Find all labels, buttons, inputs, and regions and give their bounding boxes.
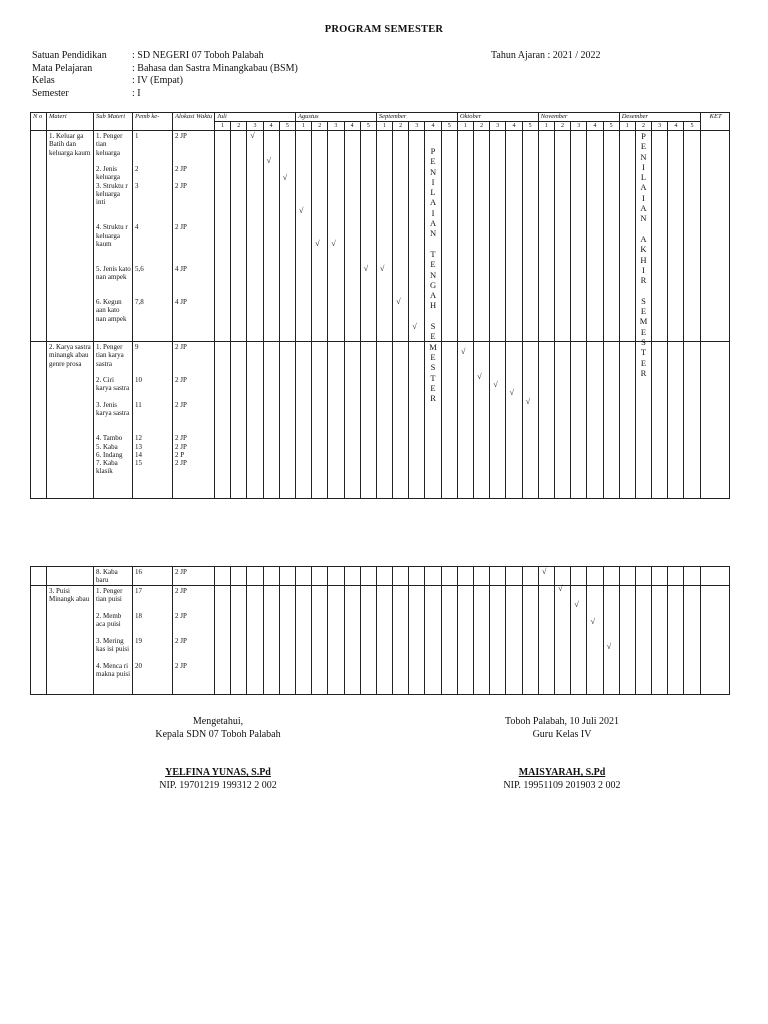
alokasi-text: 2 JP [175,611,187,620]
header-sub-materi: Sub Materi [94,113,133,131]
alokasi-text: 4 JP [175,298,187,306]
week-cell [490,567,506,586]
pemb-number: 16 [135,568,142,576]
header-week: 4 [587,122,603,131]
header-week: 2 [393,122,409,131]
week-cell [295,131,311,342]
week-cell [474,131,490,342]
header-week: 4 [668,122,684,131]
pemb-cell [133,342,173,499]
week-cell [668,567,684,586]
identity-label: Mata Pelajaran [32,62,93,74]
sub-materi-cell [94,567,133,586]
week-cell [441,342,457,499]
header-week: 5 [441,122,457,131]
check-mark: √ [461,346,466,356]
header-week: 4 [263,122,279,131]
pemb-number: 2 [135,165,139,174]
header-week: 2 [635,122,651,131]
week-cell [344,567,360,586]
signature-left-nip: NIP. 19701219 199312 2 002 [159,779,277,791]
pts-vertical-text: P E N I L A I A N T E N G A H S E M E S T E R [429,146,437,404]
ket-cell [700,342,729,499]
week-cell [571,342,587,499]
week-cell [603,131,619,342]
week-cell [393,342,409,499]
signature-right [462,716,662,792]
header-week: 5 [360,122,376,131]
pemb-number: 20 [135,661,142,670]
week-cell [619,131,635,342]
week-cell [295,586,311,695]
week-cell [360,131,376,342]
header-week: 3 [490,122,506,131]
week-cell [295,567,311,586]
sub-materi-text: 1. Penger tian puisi [96,587,123,604]
header-week: 2 [474,122,490,131]
no-cell [31,131,47,342]
sub-materi-text: 1. Penger tian karya sastra [96,343,124,368]
header-ket: KET [700,113,729,131]
header-week: 4 [344,122,360,131]
week-cell [571,131,587,342]
pas-vertical-text: P E N I L A I A N A K H I R S E M E S T E R [639,131,648,378]
alokasi-text: 2 JP [175,459,187,468]
check-mark: √ [493,380,498,389]
week-cell [474,342,490,499]
week-cell [652,131,668,342]
header-row [31,113,730,122]
identity-value: : SD NEGERI 07 Toboh Palabah [132,50,264,61]
signature-left [118,716,318,792]
header-pemb: Pemb ke- [133,113,173,131]
week-cell [474,586,490,695]
check-mark: √ [574,600,579,610]
week-cell [457,567,473,586]
week-cell [247,131,263,342]
week-cell [263,131,279,342]
week-cell [393,131,409,342]
week-cell [231,586,247,695]
week-cell [538,586,554,695]
week-cell [490,131,506,342]
sub-materi-text: 2. Jenis keluarga [96,165,120,182]
pemb-number: 15 [135,459,142,468]
week-cell [247,586,263,695]
week-cell [587,567,603,586]
pemb-number: 14 [135,450,142,459]
alokasi-text: 2 JP [175,434,187,443]
week-cell [603,342,619,499]
no-cell [31,586,47,695]
check-mark: √ [282,172,288,182]
header-alokasi: Alokasi Waktu [173,113,215,131]
alokasi-text: 2 JP [175,401,187,410]
header-week: 1 [619,122,635,131]
week-cell [474,567,490,586]
week-cell [312,131,328,342]
week-cell [215,131,231,342]
ket-cell [700,586,729,695]
week-cell [393,586,409,695]
pemb-number: 11 [135,401,142,410]
week-cell [652,567,668,586]
sub-materi-text: 2. Ciri karya sastra [96,376,130,393]
alokasi-cell [173,342,215,499]
week-cell [668,131,684,342]
week-cell [441,567,457,586]
week-cell [231,131,247,342]
identity-row [32,75,298,88]
check-mark: √ [363,263,369,273]
header-materi: Materi [47,113,94,131]
week-cell [619,567,635,586]
header-no: N o [31,113,47,131]
alokasi-text: 2 JP [175,636,187,645]
header-month: Agustus [295,113,376,122]
week-cell [409,131,425,342]
header-month: Oktober [457,113,538,122]
sub-materi-text: 4. Menca ri makna puisi [96,661,131,678]
pemb-number: 4 [135,223,139,232]
week-cell [328,586,344,695]
identity-row [32,88,298,101]
alokasi-text: 2 JP [175,442,187,451]
check-mark: √ [606,641,612,651]
sub-materi-text: 3. Jenis karya sastra [96,401,130,418]
header-month: Juli [215,113,296,122]
identity-label: Satuan Pendidikan [32,50,107,61]
materi-row [31,342,730,499]
signature-left-line2: Kepala SDN 07 Toboh Palabah [155,728,281,740]
alokasi-cell [173,586,215,695]
header-week: 3 [328,122,344,131]
header-month: November [538,113,619,122]
materi-row [31,586,730,695]
week-cell [231,567,247,586]
materi-row [31,567,730,586]
week-cell [506,567,522,586]
signature-right-name: MAISYARAH, S.Pd [518,767,606,779]
header-week: 5 [603,122,619,131]
sub-materi-text: 4. Tambo [96,434,123,443]
sub-materi-text: 3. Struktu r keluarga inti [96,181,128,207]
sub-materi-text: 3. Mering kas isi puisi [96,636,130,654]
academic-year: Tahun Ajaran : 2021 / 2022 [491,50,601,61]
week-cell [652,586,668,695]
check-mark: √ [525,396,531,406]
sub-materi-text: 6. Kegun aan kato nan ampek [96,298,127,323]
week-cell [684,586,700,695]
check-mark: √ [542,567,547,576]
pemb-number: 19 [135,636,142,645]
identity-label: Semester [32,87,69,99]
sub-materi-cell [94,342,133,499]
week-cell [457,131,473,342]
week-cell [312,586,328,695]
alokasi-text: 2 JP [175,343,187,351]
pemb-cell [133,131,173,342]
sub-materi-text: 1. Penger tian keluarga [96,132,123,157]
week-cell [344,342,360,499]
week-cell [506,586,522,695]
header-week: 2 [231,122,247,131]
pemb-number: 18 [135,611,142,620]
week-cell [393,567,409,586]
week-cell [490,586,506,695]
week-cell [360,586,376,695]
week-cell [215,586,231,695]
week-cell [231,342,247,499]
sub-materi-cell [94,586,133,695]
week-cell [619,586,635,695]
week-cell [603,586,619,695]
week-cell [603,567,619,586]
alokasi-text: 2 JP [175,181,187,190]
week-cell [522,586,538,695]
header-week: 3 [652,122,668,131]
pemb-number: 13 [135,442,142,451]
week-cell [295,342,311,499]
week-cell [247,567,263,586]
header-month: Desember [619,113,700,122]
sub-materi-text: 5. Jenis kato nan ampek [96,264,131,282]
sub-materi-text: 4. Struktu r keluarga kaum [96,223,128,248]
ket-cell [700,567,729,586]
alokasi-text: 2 JP [175,568,187,576]
header-week: 2 [554,122,570,131]
alokasi-text: 2 P [175,450,185,459]
header-week: 1 [538,122,554,131]
pemb-number: 5,6 [135,264,144,273]
week-cell [409,567,425,586]
signature-left-name: YELFINA YUNAS, S.Pd [165,767,271,779]
materi-cell [47,567,94,586]
sub-materi-text: 7. Kaba klasik [96,459,118,476]
week-cell [538,131,554,342]
sub-materi-text: 8. Kaba baru [96,568,118,585]
header-week: 5 [522,122,538,131]
header-week: 3 [247,122,263,131]
week-cell [263,586,279,695]
pemb-number: 10 [135,376,142,385]
week-cell [441,586,457,695]
materi-row [31,131,730,342]
materi-cell: 2. Karya sastra minangk abau genre prosa [47,342,94,499]
week-cell [376,586,392,695]
alokasi-text: 2 JP [175,376,187,385]
check-mark: √ [299,205,304,215]
check-mark: √ [590,616,595,626]
week-cell [635,567,651,586]
pemb-cell [133,567,173,586]
week-cell [684,567,700,586]
no-cell [31,342,47,499]
pemb-number: 3 [135,181,139,190]
week-cell [506,131,522,342]
week-cell [684,342,700,499]
week-cell [457,342,473,499]
header-week: 4 [425,122,441,131]
header-week: 1 [457,122,473,131]
header-week: 1 [376,122,392,131]
alokasi-text: 2 JP [175,661,187,670]
header-week: 1 [295,122,311,131]
check-mark: √ [396,297,401,306]
week-cell [506,342,522,499]
week-cell [554,567,570,586]
header-month: September [376,113,457,122]
pemb-number: 12 [135,434,142,443]
week-cell [328,131,344,342]
ket-cell [700,131,729,342]
week-cell [635,586,651,695]
header-week: 3 [571,122,587,131]
alokasi-text: 2 JP [175,587,187,595]
week-cell [312,567,328,586]
pemb-number: 9 [135,343,139,351]
week-cell [360,342,376,499]
week-cell [668,342,684,499]
alokasi-text: 4 JP [175,264,187,273]
signature-right-nip: NIP. 19951109 201903 2 002 [503,779,621,791]
pemb-cell [133,586,173,695]
week-cell [328,342,344,499]
signature-right-line1: Toboh Palabah, 10 Juli 2021 [504,716,619,727]
week-cell [263,567,279,586]
check-mark: √ [250,131,255,140]
alokasi-text: 2 JP [175,165,187,174]
week-cell [571,567,587,586]
check-mark: √ [380,263,385,273]
week-cell [554,583,570,695]
week-cell [441,131,457,342]
sub-materi-cell [94,131,133,342]
week-cell [538,342,554,499]
materi-cell: 1. Keluar ga Batih dan keluarga kaum [47,131,94,342]
week-cell [263,342,279,499]
week-cell [522,342,538,499]
week-cell [279,342,295,499]
check-mark: √ [266,155,271,165]
check-mark: √ [477,371,482,381]
header-week: 2 [312,122,328,131]
header-week: 3 [409,122,425,131]
week-cell [490,342,506,499]
materi-cell: 3. Puisi Minangk abau [47,586,94,695]
week-cell [554,342,570,499]
week-cell [328,567,344,586]
identity-value: : Bahasa dan Sastra Minangkabau (BSM) [132,62,298,74]
alokasi-cell [173,131,215,342]
identity-label: Kelas [32,75,55,87]
no-cell [31,567,47,586]
pemb-number: 7,8 [135,298,144,306]
week-cell [279,131,295,342]
pemb-number: 17 [135,587,142,595]
week-cell [587,131,603,342]
week-cell [279,567,295,586]
check-mark: √ [331,238,336,248]
signature-left-line1: Mengetahui, [192,716,244,727]
sub-materi-text: 2. Memb aca puisi [96,611,122,629]
week-cell [279,586,295,695]
week-cell [425,567,441,586]
week-cell [376,131,392,342]
week-cell [457,586,473,695]
identity-value: : I [132,87,141,99]
header-week: 5 [684,122,700,131]
alokasi-text: 2 JP [175,132,187,140]
week-cell [587,342,603,499]
identity-value: : IV (Empat) [132,75,183,87]
page-title: PROGRAM SEMESTER [324,24,444,35]
week-cell [409,342,425,499]
week-cell [668,586,684,695]
header-week: 4 [506,122,522,131]
week-cell [344,586,360,695]
week-cell [312,342,328,499]
week-cell [587,586,603,695]
week-cell [522,567,538,586]
sub-materi-text: 5. Kaba [96,442,118,451]
week-cell [247,342,263,499]
week-cell [635,131,651,378]
week-cell [360,567,376,586]
sub-materi-text: 6. Indang [96,450,123,459]
identity-row [32,50,298,63]
check-mark: √ [412,321,417,331]
week-cell [425,131,441,404]
check-mark: √ [509,388,514,398]
alokasi-text: 2 JP [175,223,187,232]
week-cell [409,586,425,695]
check-mark: √ [558,583,563,593]
identity-block [32,50,298,100]
week-cell [215,342,231,499]
week-cell [554,131,570,342]
check-mark: √ [315,238,320,248]
identity-row [32,63,298,76]
week-cell [376,567,392,586]
week-cell [344,131,360,342]
week-cell [684,131,700,342]
schedule-table [30,566,730,695]
week-cell [376,342,392,499]
header-week: 5 [279,122,295,131]
week-cell [619,342,635,499]
week-cell [425,586,441,695]
schedule-table [30,112,730,499]
signature-right-line2: Guru Kelas IV [532,728,592,740]
pemb-number: 1 [135,132,139,140]
week-cell [522,131,538,342]
header-week: 1 [215,122,231,131]
week-cell [215,567,231,586]
alokasi-cell [173,567,215,586]
week-cell [652,342,668,499]
